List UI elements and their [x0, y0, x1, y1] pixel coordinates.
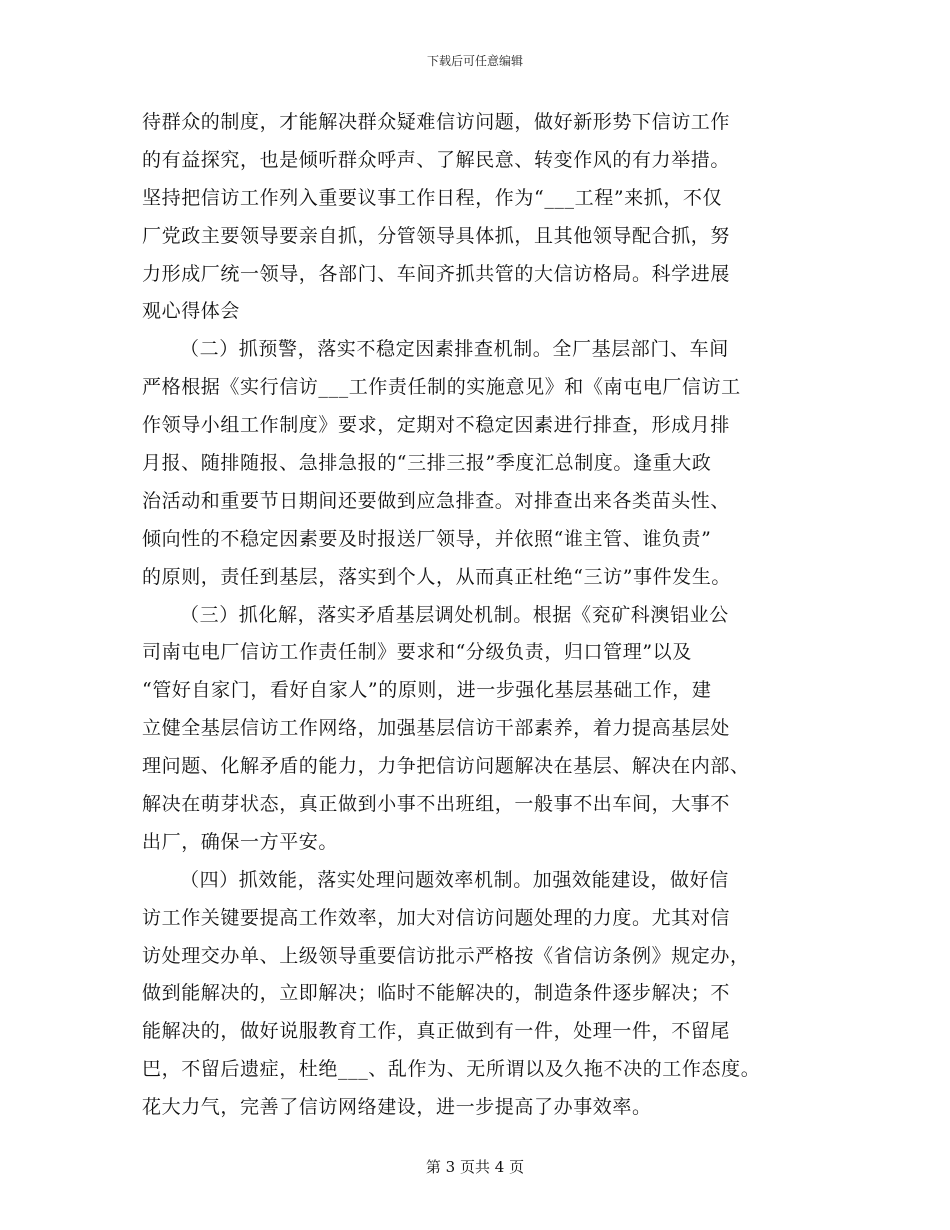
paragraph-start-line: （二）抓预警，落实不稳定因素排查机制。全厂基层部门、车间 — [180, 338, 729, 361]
page-header: 下载后可任意编辑 — [426, 54, 523, 68]
text-line: 的原则，责任到基层，落实到个人，从而真正杜绝“三访”事件发生。 — [142, 565, 732, 588]
text-line: “管好自家门，看好自家人”的原则，进一步强化基层基础工作，建 — [142, 679, 712, 702]
text-line: 理问题、化解矛盾的能力，力争把信访问题解决在基层、解决在内部、 — [142, 755, 750, 778]
text-line: 花大力气，完善了信访网络建设，进一步提高了办事效率。 — [142, 1096, 652, 1119]
text-line: 坚持把信访工作列入重要议事工作日程，作为“___工程”来抓，不仅 — [142, 186, 723, 209]
text-line: 能解决的，做好说服教育工作，真正做到有一件，处理一件，不留尾 — [142, 1020, 731, 1043]
text-line: 巴，不留后遗症，杜绝___、乱作为、无所谓以及久拖不决的工作态度。 — [142, 1058, 761, 1081]
text-line: 解决在萌芽状态，真正做到小事不出班组，一般事不出车间，大事不 — [142, 793, 731, 816]
text-line: 访工作关键要提高工作效率，加大对信访问题处理的力度。尤其对信 — [142, 906, 731, 929]
paragraph-start-line: （三）抓化解，落实矛盾基层调处机制。根据《兖矿科澳铝业公 — [180, 603, 729, 626]
text-line: 立健全基层信访工作网络，加强基层信访干部素养，着力提高基层处 — [142, 717, 731, 740]
text-line: 月报、随排随报、急排急报的“三排三报”季度汇总制度。逢重大政 — [142, 452, 712, 475]
text-line: 治活动和重要节日期间还要做到应急排查。对排查出来各类苗头性、 — [142, 489, 731, 512]
text-line: 做到能解决的，立即解决；临时不能解决的，制造条件逐步解决；不 — [142, 982, 731, 1005]
document-body — [142, 104, 812, 1127]
text-line: 作领导小组工作制度》要求，定期对不稳定因素进行排查，形成月排 — [142, 414, 731, 437]
paragraph-start-line: （四）抓效能，落实处理问题效率机制。加强效能建设，做好信 — [180, 868, 729, 891]
text-line: 严格根据《实行信访___工作责任制的实施意见》和《南屯电厂信访工 — [142, 376, 741, 399]
text-line: 厂党政主要领导要亲自抓，分管领导具体抓，且其他领导配合抓，努 — [142, 224, 731, 247]
text-line: 出厂，确保一方平安。 — [142, 830, 339, 853]
text-line: 的有益探究，也是倾听群众呼声、了解民意、转变作风的有力举措。 — [142, 148, 731, 171]
page-footer: 第 3 页共 4 页 — [425, 1158, 525, 1176]
text-line: 观心得体会 — [142, 300, 241, 323]
text-line: 待群众的制度，才能解决群众疑难信访问题，做好新形势下信访工作 — [142, 111, 731, 133]
text-line: 司南屯电厂信访工作责任制》要求和“分级负责，归口管理”以及 — [142, 641, 692, 664]
text-line: 访处理交办单、上级领导重要信访批示严格按《省信访条例》规定办， — [142, 944, 750, 967]
text-line: 倾向性的不稳定因素要及时报送厂领导，并依照“谁主管、谁负责” — [142, 527, 712, 550]
text-line: 力形成厂统一领导，各部门、车间齐抓共管的大信访格局。科学进展 — [142, 262, 731, 285]
